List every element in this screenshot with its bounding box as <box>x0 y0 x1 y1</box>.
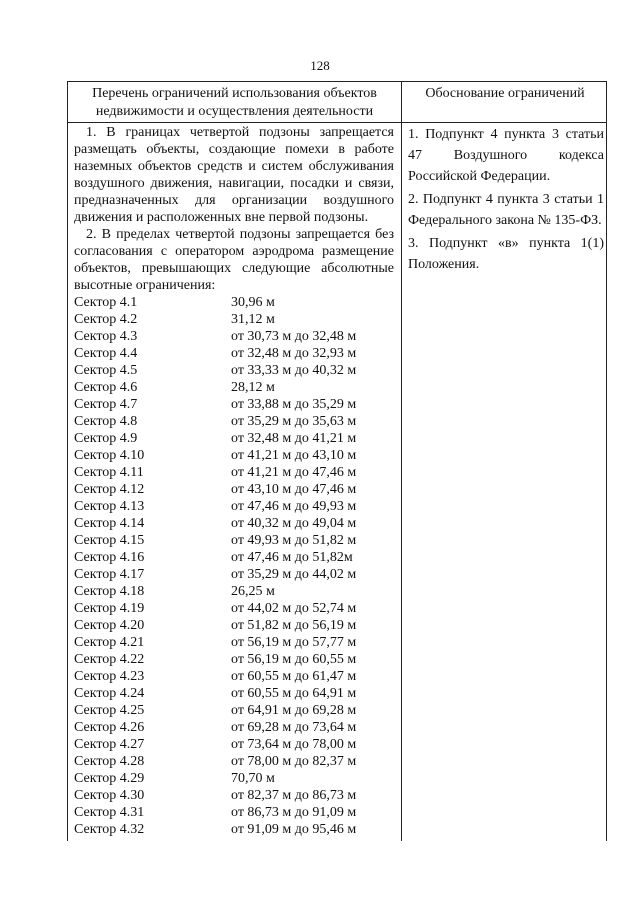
sector-row <box>74 634 394 651</box>
sector-name: Сектор 4.32 <box>74 822 145 837</box>
header-right: Обоснование ограничений <box>425 86 585 101</box>
sector-value: от 43,10 м до 47,46 м <box>231 482 357 497</box>
sector-row <box>74 600 394 617</box>
sector-value: от 35,29 м до 44,02 м <box>231 567 357 582</box>
sector-row <box>74 549 394 566</box>
restrictions-column <box>74 124 394 838</box>
sector-value: от 56,19 м до 57,77 м <box>231 635 357 650</box>
paragraph-1: 1. В границах четвертой подзоны запрещается размещать объекты, создающие помехи в работе наземных объектов средств и систем обслуживания воздушного движения, навигации, посадки и связи, предназначенных для организации воздушного движения и расположенных вне первой подзоны. <box>74 125 394 225</box>
sector-row <box>74 294 394 311</box>
sector-value: от 44,02 м до 52,74 м <box>231 601 357 616</box>
sector-value: от 51,82 м до 56,19 м <box>231 618 357 633</box>
sector-value: 28,12 м <box>231 380 275 395</box>
sector-name: Сектор 4.15 <box>74 533 145 548</box>
sector-name: Сектор 4.13 <box>74 499 145 514</box>
sector-value: от 47,46 м до 49,93 м <box>231 499 357 514</box>
sector-name: Сектор 4.22 <box>74 652 145 667</box>
sector-name: Сектор 4.17 <box>74 567 145 582</box>
header-left-line1: Перечень ограничений использования объектов <box>92 86 377 101</box>
sector-row <box>74 804 394 821</box>
sector-value: 70,70 м <box>231 771 275 786</box>
sector-value: от 73,64 м до 78,00 м <box>231 737 357 752</box>
sector-row <box>74 345 394 362</box>
justification-item-3: 3. Подпункт «в» пункта 1(1) Положения. <box>408 236 604 272</box>
justification-item-1: 1. Подпункт 4 пункта 3 статьи 47 Воздушного кодекса Российской Федерации. <box>408 127 604 184</box>
sector-value: от 49,93 м до 51,82 м <box>231 533 357 548</box>
sector-name: Сектор 4.11 <box>74 465 144 480</box>
header-left-line2: недвижимости и осуществления деятельности <box>95 104 374 119</box>
sector-row <box>74 328 394 345</box>
sector-value: от 60,55 м до 64,91 м <box>231 686 357 701</box>
sector-row <box>74 498 394 515</box>
sector-value: от 33,33 м до 40,32 м <box>231 363 357 378</box>
sector-name: Сектор 4.19 <box>74 601 145 616</box>
sector-name: Сектор 4.12 <box>74 482 145 497</box>
justification-column <box>408 124 604 277</box>
sector-row <box>74 481 394 498</box>
sector-value: от 40,32 м до 49,04 м <box>231 516 357 531</box>
sector-row <box>74 583 394 600</box>
sector-value: 30,96 м <box>231 295 275 310</box>
sector-value: от 78,00 м до 82,37 м <box>231 754 357 769</box>
sector-name: Сектор 4.27 <box>74 737 145 752</box>
sector-row <box>74 464 394 481</box>
justification-item-2: 2. Подпункт 4 пункта 3 статьи 1 Федерального закона № 135-ФЗ. <box>408 192 604 228</box>
sector-value: от 41,21 м до 43,10 м <box>231 448 357 463</box>
sector-name: Сектор 4.9 <box>74 431 138 446</box>
sector-row <box>74 617 394 634</box>
sector-value: от 32,48 м до 41,21 м <box>231 431 357 446</box>
sector-list <box>74 294 394 838</box>
sector-row <box>74 770 394 787</box>
sector-row <box>74 447 394 464</box>
sector-value: от 82,37 м до 86,73 м <box>231 788 357 803</box>
sector-name: Сектор 4.16 <box>74 550 145 565</box>
sector-name: Сектор 4.26 <box>74 720 145 735</box>
header-divider <box>68 122 606 123</box>
sector-row <box>74 396 394 413</box>
sector-row <box>74 515 394 532</box>
sector-row <box>74 685 394 702</box>
page-number: 128 <box>310 58 330 73</box>
sector-name: Сектор 4.6 <box>74 380 138 395</box>
sector-name: Сектор 4.2 <box>74 312 138 327</box>
sector-value: от 41,21 м до 47,46 м <box>231 465 357 480</box>
sector-row <box>74 430 394 447</box>
sector-value: от 56,19 м до 60,55 м <box>231 652 357 667</box>
sector-value: от 69,28 м до 73,64 м <box>231 720 357 735</box>
sector-name: Сектор 4.10 <box>74 448 145 463</box>
sector-row <box>74 311 394 328</box>
sector-value: от 47,46 м до 51,82м <box>231 550 353 565</box>
sector-value: от 32,48 м до 32,93 м <box>231 346 357 361</box>
paragraph-2: 2. В пределах четвертой подзоны запрещается без согласования с оператором аэродрома размещение объектов, превышающих следующие абсолютные высотные ограничения: <box>74 227 394 293</box>
sector-row <box>74 362 394 379</box>
sector-value: 26,25 м <box>231 584 275 599</box>
column-divider <box>401 82 402 841</box>
sector-row <box>74 413 394 430</box>
sector-name: Сектор 4.14 <box>74 516 145 531</box>
sector-name: Сектор 4.24 <box>74 686 145 701</box>
sector-name: Сектор 4.18 <box>74 584 145 599</box>
sector-name: Сектор 4.21 <box>74 635 145 650</box>
sector-name: Сектор 4.4 <box>74 346 138 361</box>
sector-name: Сектор 4.31 <box>74 805 145 820</box>
sector-value: от 64,91 м до 69,28 м <box>231 703 357 718</box>
sector-name: Сектор 4.1 <box>74 295 138 310</box>
sector-row <box>74 719 394 736</box>
sector-row <box>74 736 394 753</box>
sector-name: Сектор 4.7 <box>74 397 138 412</box>
sector-name: Сектор 4.8 <box>74 414 138 429</box>
sector-value: от 86,73 м до 91,09 м <box>231 805 357 820</box>
sector-name: Сектор 4.29 <box>74 771 145 786</box>
sector-value: от 91,09 м до 95,46 м <box>231 822 357 837</box>
sector-value: от 30,73 м до 32,48 м <box>231 329 357 344</box>
sector-value: от 35,29 м до 35,63 м <box>231 414 357 429</box>
sector-row <box>74 532 394 549</box>
sector-name: Сектор 4.20 <box>74 618 145 633</box>
sector-row <box>74 821 394 838</box>
sector-name: Сектор 4.3 <box>74 329 138 344</box>
sector-row <box>74 753 394 770</box>
sector-name: Сектор 4.23 <box>74 669 145 684</box>
sector-name: Сектор 4.25 <box>74 703 145 718</box>
sector-value: 31,12 м <box>231 312 275 327</box>
sector-value: от 33,88 м до 35,29 м <box>231 397 357 412</box>
sector-value: от 60,55 м до 61,47 м <box>231 669 357 684</box>
sector-name: Сектор 4.30 <box>74 788 145 803</box>
sector-name: Сектор 4.5 <box>74 363 138 378</box>
sector-row <box>74 651 394 668</box>
restrictions-table <box>67 81 607 841</box>
sector-row <box>74 566 394 583</box>
sector-row <box>74 702 394 719</box>
sector-row <box>74 379 394 396</box>
sector-row <box>74 668 394 685</box>
sector-row <box>74 787 394 804</box>
sector-name: Сектор 4.28 <box>74 754 145 769</box>
header-left <box>68 85 401 121</box>
